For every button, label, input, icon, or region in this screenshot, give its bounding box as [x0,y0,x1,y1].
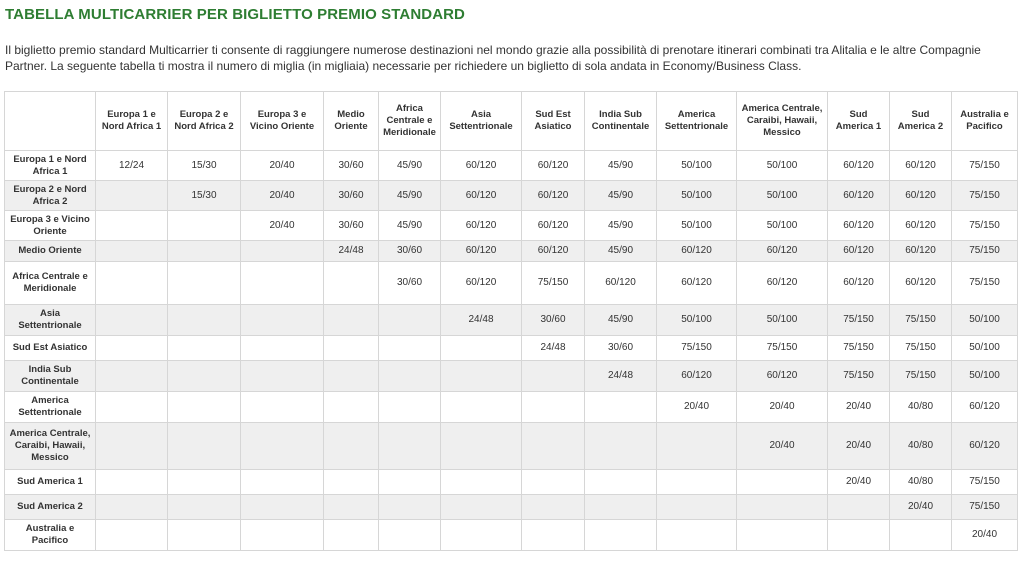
miles-cell [168,305,241,336]
miles-cell: 50/100 [952,336,1018,361]
miles-cell [168,520,241,551]
miles-cell [379,495,441,520]
miles-cell [737,470,828,495]
column-header: Europa 3 e Vicino Oriente [241,92,324,151]
miles-cell [441,392,522,423]
miles-cell: 60/120 [441,241,522,262]
miles-cell: 12/24 [96,151,168,181]
miles-cell [241,495,324,520]
table-row [5,392,1018,423]
miles-cell: 24/48 [522,336,585,361]
miles-cell: 30/60 [324,211,379,241]
miles-cell: 20/40 [828,392,890,423]
row-header: Sud Est Asiatico [5,336,96,361]
row-header: Europa 1 e Nord Africa 1 [5,151,96,181]
miles-cell: 45/90 [585,151,657,181]
miles-cell [828,520,890,551]
miles-cell: 60/120 [828,241,890,262]
miles-cell: 30/60 [379,241,441,262]
table-row [5,423,1018,470]
miles-cell [324,495,379,520]
miles-cell [585,392,657,423]
miles-cell: 75/150 [952,211,1018,241]
miles-cell: 20/40 [890,495,952,520]
miles-cell: 60/120 [737,262,828,305]
miles-cell: 60/120 [657,241,737,262]
header-row [5,92,1018,151]
miles-cell: 45/90 [585,211,657,241]
column-header: Europa 2 e Nord Africa 2 [168,92,241,151]
miles-cell: 60/120 [890,181,952,211]
miles-cell: 15/30 [168,151,241,181]
miles-cell [324,336,379,361]
miles-cell: 40/80 [890,470,952,495]
miles-cell [96,305,168,336]
miles-cell [585,495,657,520]
miles-cell: 20/40 [737,392,828,423]
miles-cell: 40/80 [890,392,952,423]
miles-cell: 20/40 [241,151,324,181]
row-header: Sud America 2 [5,495,96,520]
page-title: TABELLA MULTICARRIER PER BIGLIETTO PREMIO STANDARD [5,6,465,23]
column-header: Medio Oriente [324,92,379,151]
miles-cell: 75/150 [890,336,952,361]
miles-cell [241,262,324,305]
miles-cell [441,361,522,392]
miles-cell: 30/60 [379,262,441,305]
column-header: Sud America 2 [890,92,952,151]
miles-cell [379,305,441,336]
miles-cell [522,470,585,495]
miles-cell: 20/40 [657,392,737,423]
miles-cell [241,336,324,361]
miles-cell: 50/100 [737,211,828,241]
table-row [5,211,1018,241]
miles-cell: 20/40 [241,181,324,211]
miles-cell: 60/120 [585,262,657,305]
table-row [5,181,1018,211]
miles-cell [522,495,585,520]
row-header: India Sub Continentale [5,361,96,392]
miles-cell [324,305,379,336]
column-header: Africa Centrale e Meridionale [379,92,441,151]
miles-cell [96,470,168,495]
miles-cell [241,392,324,423]
miles-cell [96,336,168,361]
miles-cell: 50/100 [657,151,737,181]
miles-cell [168,470,241,495]
miles-cell [657,423,737,470]
miles-cell: 60/120 [952,392,1018,423]
miles-cell: 40/80 [890,423,952,470]
miles-cell [241,423,324,470]
miles-cell [96,361,168,392]
miles-cell: 50/100 [737,181,828,211]
table-row [5,151,1018,181]
table-row [5,495,1018,520]
miles-cell: 50/100 [952,361,1018,392]
miles-cell: 60/120 [828,262,890,305]
miles-cell: 60/120 [952,423,1018,470]
row-header: Sud America 1 [5,470,96,495]
miles-cell: 60/120 [657,361,737,392]
miles-cell [737,495,828,520]
intro-paragraph: Il biglietto premio standard Multicarrier ti consente di raggiungere numerose destinazioni nel mondo grazie alla possibilità di prenotare itinerari combinati tra Alitalia e le altre Compagnie Partner. La seguente tabella ti mostra il numero di miglia (in migliaia) necessarie per richiedere un biglietto di sola andata in Economy/Business Class. [5,43,981,73]
miles-cell [241,520,324,551]
miles-cell: 60/120 [890,241,952,262]
miles-cell: 50/100 [657,305,737,336]
row-header: America Settentrionale [5,392,96,423]
miles-cell [657,520,737,551]
miles-cell [324,520,379,551]
miles-cell: 30/60 [324,151,379,181]
miles-cell [737,520,828,551]
miles-cell: 45/90 [585,241,657,262]
miles-cell: 60/120 [522,211,585,241]
table-body [5,151,1018,551]
miles-cell [168,262,241,305]
miles-cell [96,495,168,520]
miles-cell [441,520,522,551]
miles-cell [241,305,324,336]
miles-cell [522,361,585,392]
miles-cell: 60/120 [441,181,522,211]
miles-cell [379,423,441,470]
miles-cell: 60/120 [890,262,952,305]
miles-cell [585,423,657,470]
miles-cell: 50/100 [952,305,1018,336]
column-header: Sud Est Asiatico [522,92,585,151]
miles-cell: 60/120 [522,151,585,181]
miles-cell [522,423,585,470]
corner-cell [5,92,96,151]
miles-cell: 60/120 [890,151,952,181]
miles-cell: 75/150 [828,305,890,336]
miles-cell: 45/90 [379,181,441,211]
miles-cell: 75/150 [952,262,1018,305]
row-header: Asia Settentrionale [5,305,96,336]
miles-cell [522,392,585,423]
miles-cell [379,361,441,392]
miles-cell: 60/120 [441,262,522,305]
row-header: Australia e Pacifico [5,520,96,551]
column-header: Australia e Pacifico [952,92,1018,151]
miles-cell: 30/60 [585,336,657,361]
miles-cell: 60/120 [828,211,890,241]
miles-cell: 24/48 [441,305,522,336]
miles-cell [441,495,522,520]
row-header: Medio Oriente [5,241,96,262]
miles-cell [96,211,168,241]
table-row [5,336,1018,361]
miles-cell: 30/60 [324,181,379,211]
miles-cell: 75/150 [890,305,952,336]
miles-cell [585,470,657,495]
column-header: Europa 1 e Nord Africa 1 [96,92,168,151]
miles-cell: 20/40 [828,470,890,495]
miles-cell [241,241,324,262]
miles-cell [890,520,952,551]
miles-cell: 60/120 [828,151,890,181]
column-header: Sud America 1 [828,92,890,151]
miles-cell: 45/90 [585,181,657,211]
miles-cell [324,262,379,305]
table-row [5,361,1018,392]
miles-cell: 60/120 [737,241,828,262]
miles-cell [324,423,379,470]
miles-cell: 50/100 [737,305,828,336]
column-header: Asia Settentrionale [441,92,522,151]
miles-cell [96,392,168,423]
miles-cell: 50/100 [657,181,737,211]
miles-cell [168,361,241,392]
miles-cell [96,423,168,470]
miles-cell: 75/150 [737,336,828,361]
miles-cell [168,423,241,470]
row-header: Africa Centrale e Meridionale [5,262,96,305]
miles-cell [324,470,379,495]
miles-cell: 20/40 [737,423,828,470]
miles-cell [379,392,441,423]
miles-cell: 75/150 [657,336,737,361]
miles-cell: 60/120 [522,241,585,262]
multicarrier-table [4,91,1018,551]
miles-cell [168,495,241,520]
row-header: Europa 3 e Vicino Oriente [5,211,96,241]
miles-cell: 30/60 [522,305,585,336]
miles-cell: 75/150 [890,361,952,392]
miles-cell: 15/30 [168,181,241,211]
miles-cell: 60/120 [657,262,737,305]
miles-cell [96,181,168,211]
miles-cell: 24/48 [324,241,379,262]
miles-cell [379,470,441,495]
miles-cell [585,520,657,551]
miles-cell [379,520,441,551]
miles-cell [657,470,737,495]
miles-cell: 60/120 [441,211,522,241]
row-header: America Centrale, Caraibi, Hawaii, Messico [5,423,96,470]
miles-cell: 75/150 [522,262,585,305]
column-header: India Sub Continentale [585,92,657,151]
miles-cell [241,470,324,495]
miles-cell [522,520,585,551]
table-row [5,520,1018,551]
miles-cell [96,262,168,305]
miles-cell: 50/100 [737,151,828,181]
miles-cell: 45/90 [379,151,441,181]
miles-cell: 60/120 [522,181,585,211]
miles-cell: 75/150 [952,495,1018,520]
miles-cell [379,336,441,361]
miles-cell [168,392,241,423]
miles-cell [96,520,168,551]
miles-cell: 24/48 [585,361,657,392]
table-row [5,241,1018,262]
miles-cell [441,470,522,495]
miles-cell: 75/150 [828,361,890,392]
miles-cell: 75/150 [952,470,1018,495]
miles-cell: 45/90 [585,305,657,336]
table-row [5,262,1018,305]
miles-cell [241,361,324,392]
miles-cell: 60/120 [441,151,522,181]
row-header: Europa 2 e Nord Africa 2 [5,181,96,211]
miles-cell: 75/150 [952,151,1018,181]
miles-cell [441,336,522,361]
column-header: America Centrale, Caraibi, Hawaii, Messico [737,92,828,151]
miles-cell: 45/90 [379,211,441,241]
miles-cell [96,241,168,262]
table-row [5,305,1018,336]
table-row [5,470,1018,495]
miles-cell: 60/120 [890,211,952,241]
miles-cell [828,495,890,520]
miles-cell [168,211,241,241]
miles-cell: 20/40 [952,520,1018,551]
miles-cell [168,336,241,361]
miles-cell: 75/150 [952,241,1018,262]
miles-cell: 75/150 [828,336,890,361]
miles-cell [441,423,522,470]
miles-cell: 20/40 [828,423,890,470]
miles-cell: 75/150 [952,181,1018,211]
miles-cell: 60/120 [828,181,890,211]
miles-cell [168,241,241,262]
miles-cell: 20/40 [241,211,324,241]
column-header: America Settentrionale [657,92,737,151]
miles-cell [324,361,379,392]
miles-cell [657,495,737,520]
miles-cell: 60/120 [737,361,828,392]
miles-cell [324,392,379,423]
miles-cell: 50/100 [657,211,737,241]
